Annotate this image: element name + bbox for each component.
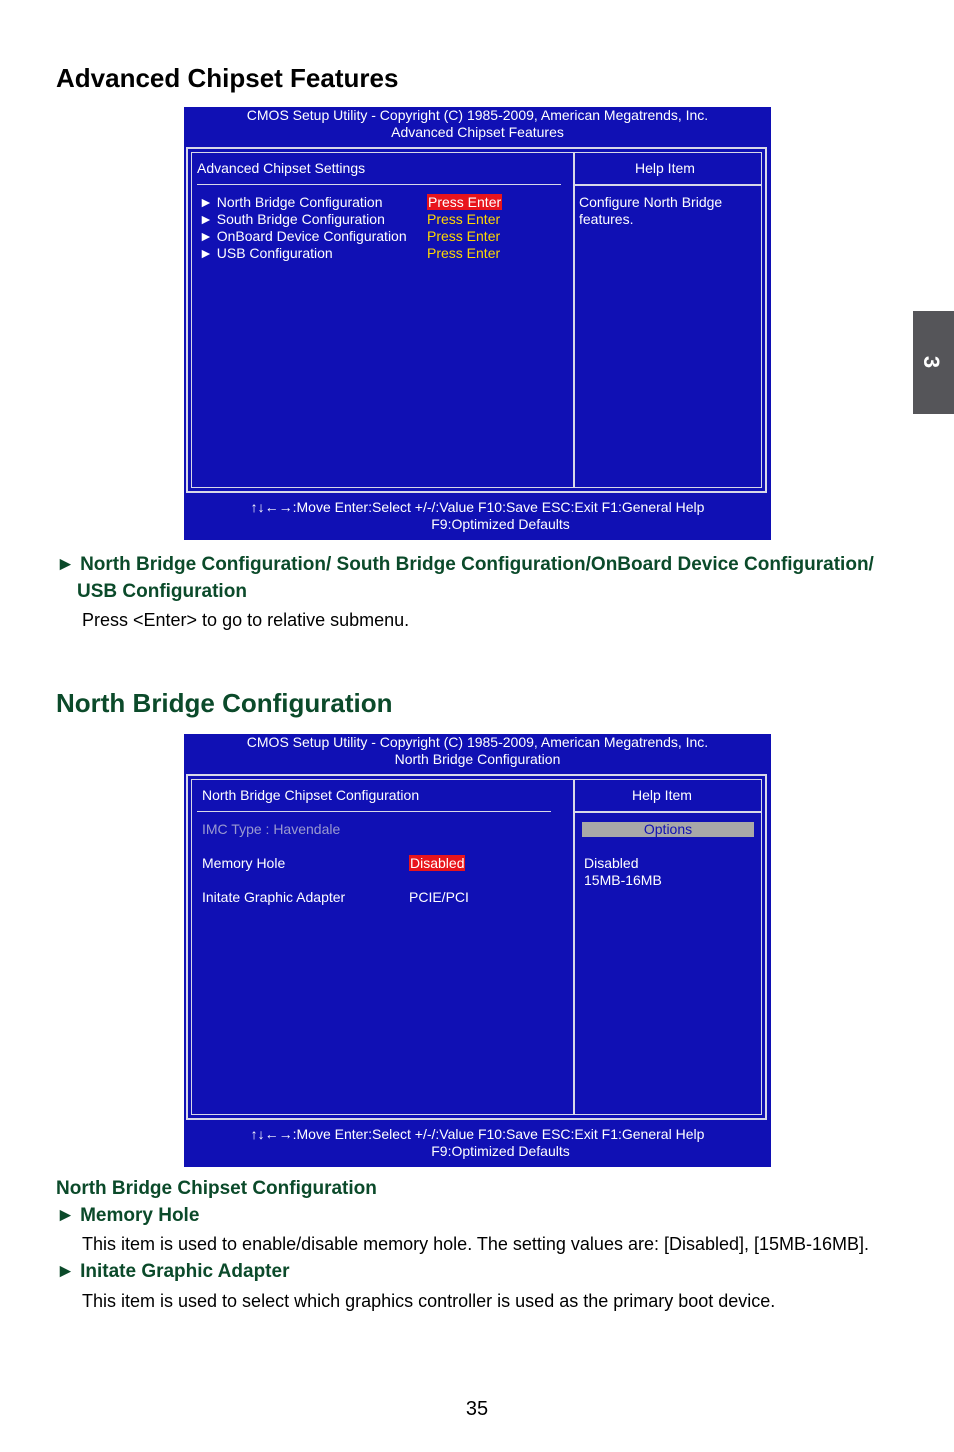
panel-divider	[573, 780, 575, 1114]
desc-text: Press <Enter> to go to relative submenu.	[82, 610, 410, 630]
bios-header-copyright: CMOS Setup Utility - Copyright (C) 1985-2009, American Megatrends, Inc.	[246, 734, 709, 750]
bios-footer-keys: ↑↓←→:Move Enter:Select +/-/:Value F10:Save ESC:Exit F1:General Help	[250, 1126, 705, 1142]
bios-header-title: Advanced Chipset Features	[391, 124, 564, 140]
bios-footer-defaults: F9:Optimized Defaults	[431, 516, 570, 532]
chapter-tab	[913, 311, 954, 414]
option-disabled[interactable]: Disabled	[584, 855, 639, 871]
bios-screen-north-bridge	[184, 734, 771, 1167]
bios-screen-advanced-chipset	[184, 107, 771, 540]
bios-footer-defaults: F9:Optimized Defaults	[431, 1143, 570, 1159]
panel-divider	[573, 153, 575, 487]
help-title: Help Item	[632, 787, 692, 803]
bios-footer-keys: ↑↓←→:Move Enter:Select +/-/:Value F10:Save ESC:Exit F1:General Help	[250, 499, 705, 515]
options-header: Options	[582, 822, 754, 837]
menu-item-usb[interactable]: ► USB Configuration	[199, 245, 333, 261]
menu-item-south-bridge[interactable]: ► South Bridge Configuration	[199, 211, 385, 227]
help-title-line	[575, 184, 761, 186]
help-title: Help Item	[635, 160, 695, 176]
graphic-adapter-value[interactable]: PCIE/PCI	[409, 889, 469, 905]
item-text-memory-hole: This item is used to enable/disable memory hole. The setting values are: [Disabled], [15MB-16MB].	[82, 1234, 870, 1254]
panel-title: North Bridge Chipset Configuration	[202, 787, 420, 803]
help-text-line1: Configure North Bridge	[579, 194, 723, 210]
sub-heading: North Bridge Chipset Configuration	[56, 1178, 377, 1199]
memory-hole-label[interactable]: Memory Hole	[202, 855, 286, 871]
panel-title-underline	[197, 184, 561, 185]
item-text-graphic-adapter: This item is used to select which graphics controller is used as the primary boot device.	[82, 1291, 776, 1311]
panel-title-underline	[197, 811, 551, 812]
press-enter-highlight: Press Enter	[428, 194, 502, 210]
bios-frame	[186, 147, 767, 493]
bios-header-copyright: CMOS Setup Utility - Copyright (C) 1985-2009, American Megatrends, Inc.	[246, 107, 709, 123]
help-text-line2: features.	[579, 211, 634, 227]
bios-inner-frame	[191, 152, 762, 488]
memory-hole-value[interactable]	[409, 855, 465, 871]
chapter-number: 3	[919, 355, 945, 369]
bios-frame	[186, 774, 767, 1120]
item-heading-memory-hole: ► Memory Hole	[56, 1205, 200, 1226]
press-enter-north-bridge[interactable]	[427, 194, 502, 210]
desc-heading-line2: USB Configuration	[77, 581, 247, 602]
menu-item-north-bridge[interactable]: ► North Bridge Configuration	[199, 194, 383, 210]
imc-type-readonly: IMC Type : Havendale	[202, 821, 341, 837]
menu-item-onboard-device[interactable]: ► OnBoard Device Configuration	[199, 228, 407, 244]
bios-header-title: North Bridge Configuration	[394, 751, 561, 767]
panel-title: Advanced Chipset Settings	[197, 160, 366, 176]
page-title: Advanced Chipset Features	[56, 63, 399, 93]
graphic-adapter-label[interactable]: Initate Graphic Adapter	[202, 889, 346, 905]
item-heading-graphic-adapter: ► Initate Graphic Adapter	[56, 1261, 290, 1282]
bios-inner-frame	[191, 779, 762, 1115]
help-title-line	[575, 811, 761, 813]
press-enter-south-bridge[interactable]: Press Enter	[427, 211, 501, 227]
memory-hole-highlight: Disabled	[410, 855, 465, 871]
press-enter-usb[interactable]: Press Enter	[427, 245, 501, 261]
press-enter-onboard-device[interactable]: Press Enter	[427, 228, 501, 244]
section-title-north-bridge: North Bridge Configuration	[56, 688, 393, 718]
option-15mb-16mb[interactable]: 15MB-16MB	[584, 872, 662, 888]
page-number: 35	[465, 1398, 489, 1420]
desc-heading-line1: ► North Bridge Configuration/ South Bridge Configuration/OnBoard Device Configuration/	[56, 554, 874, 575]
